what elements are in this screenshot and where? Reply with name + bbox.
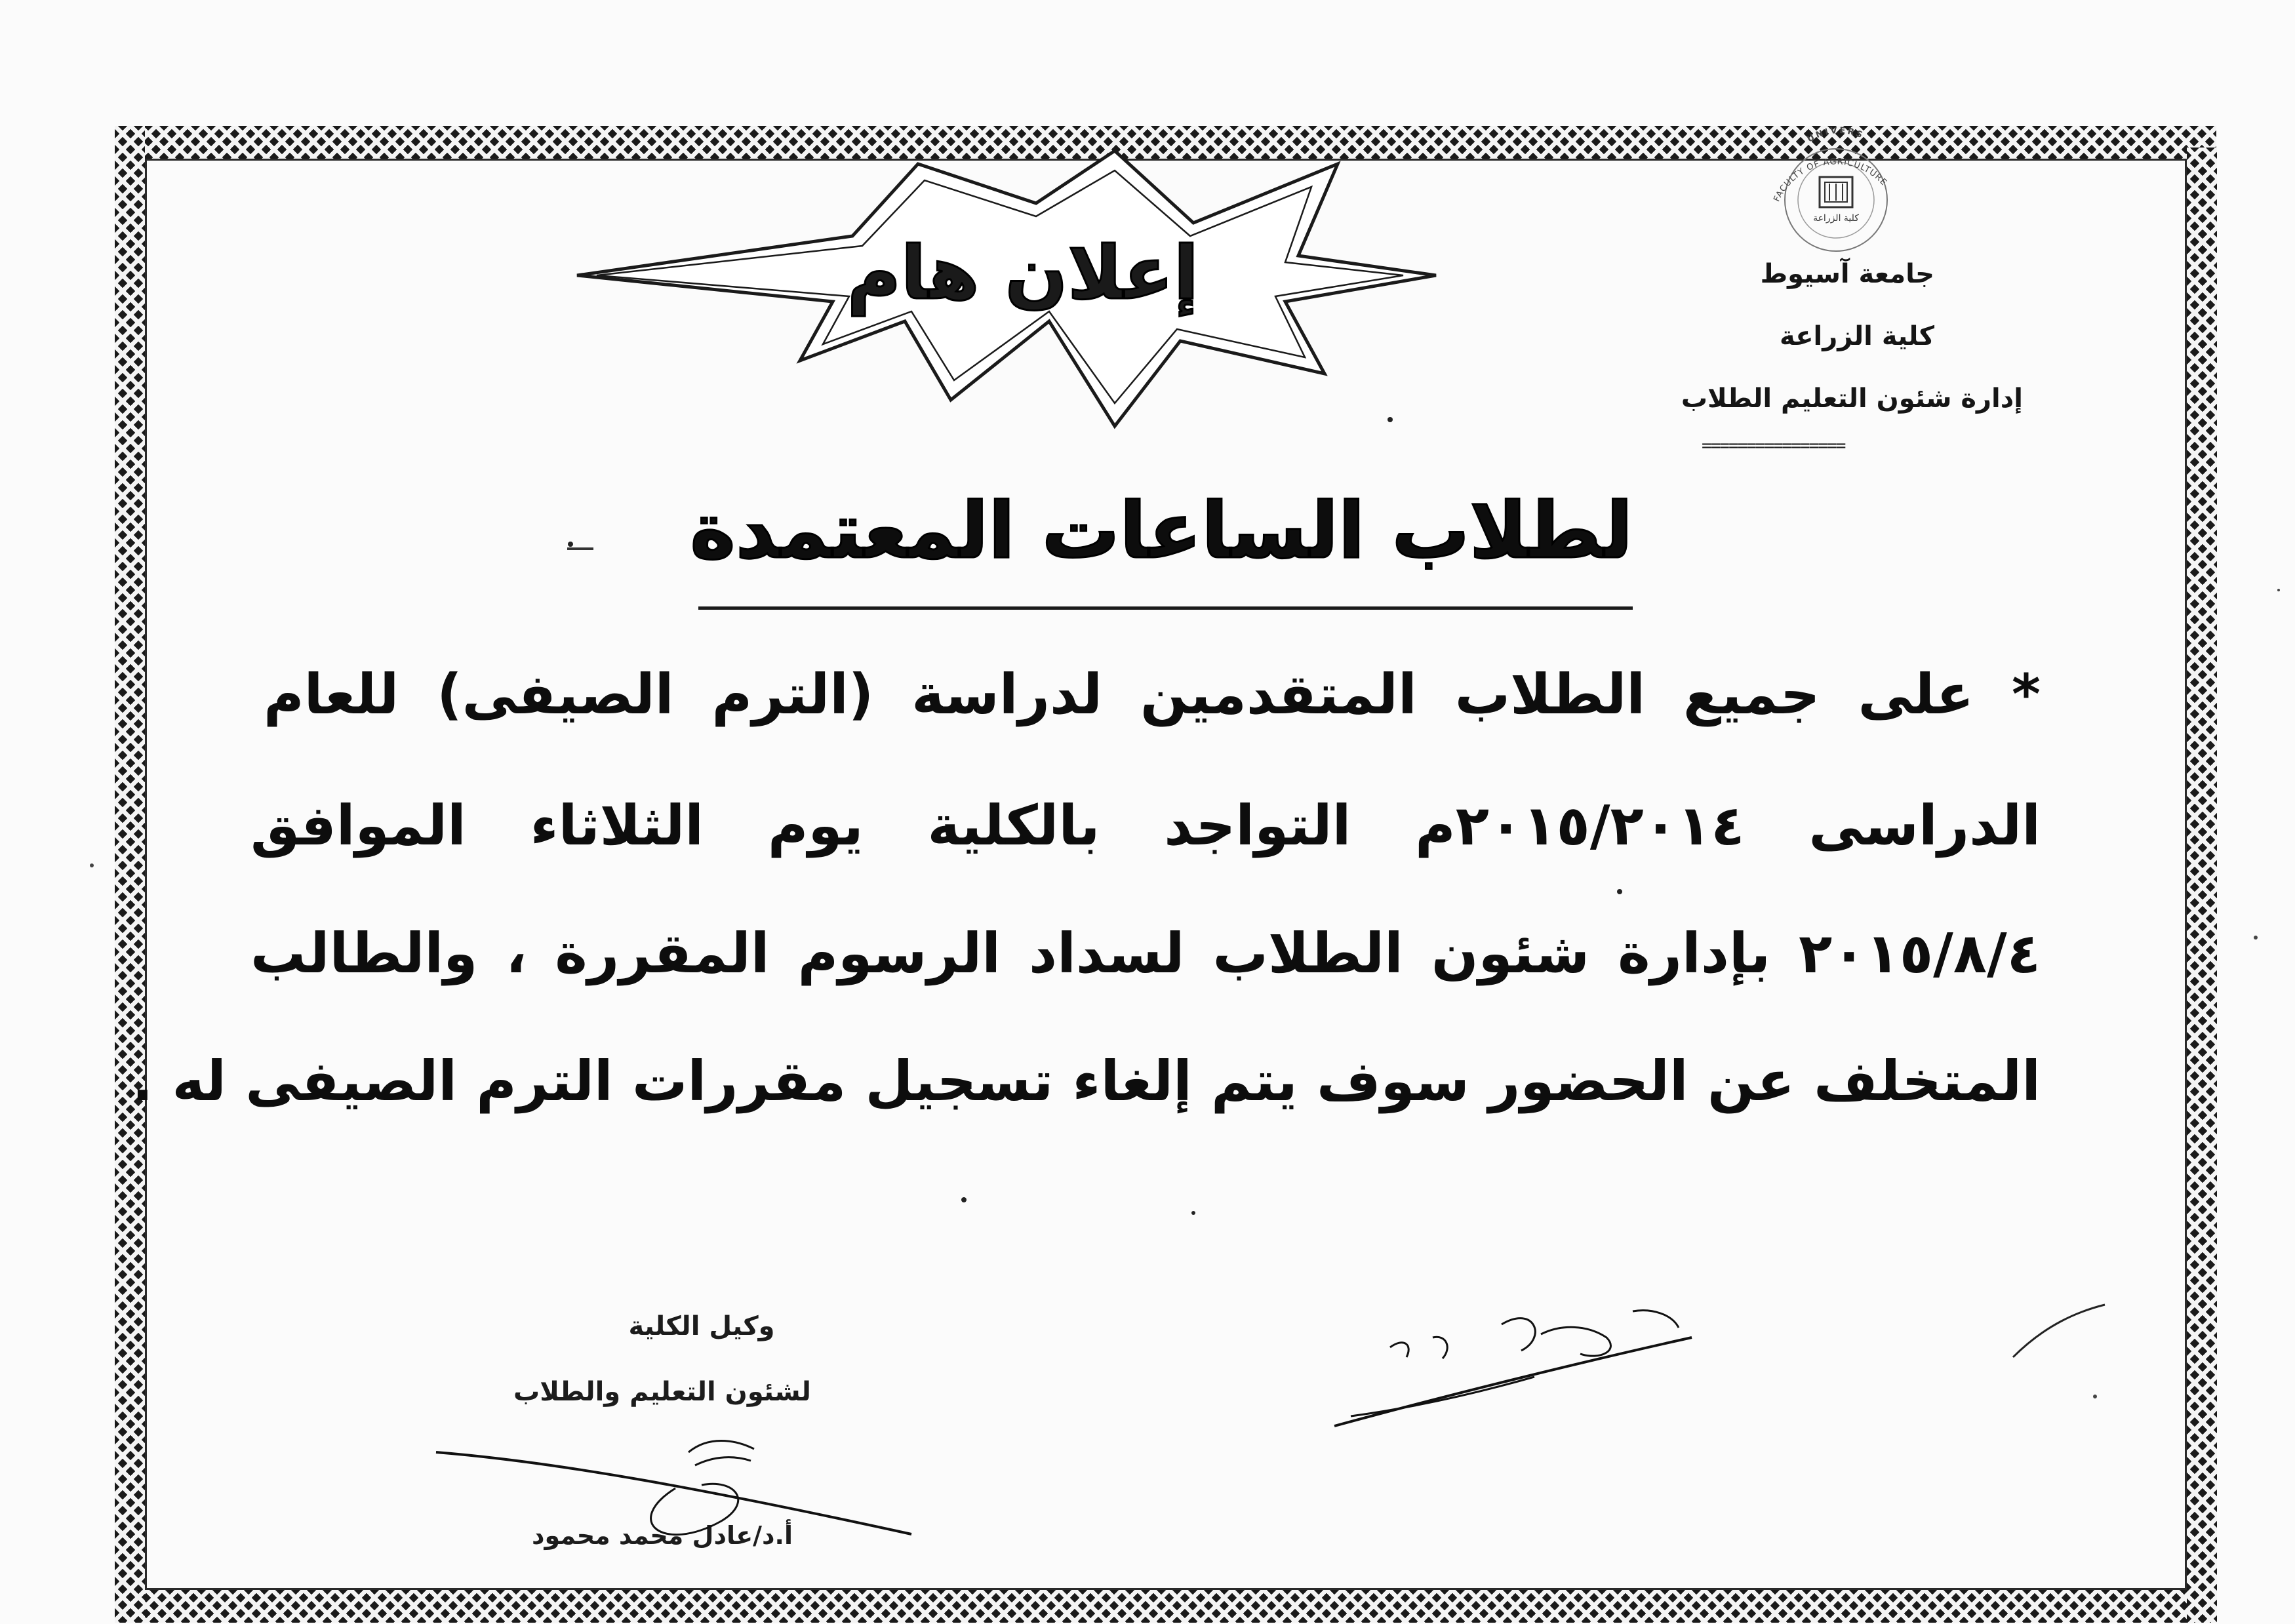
decorative-border-left xyxy=(115,126,145,1623)
header-divider: ================ xyxy=(1702,436,1845,456)
headline-underline xyxy=(698,606,1633,610)
body-line-2: الدراسى ٢٠١٥/٢٠١٤م التواجد بالكلية يوم الثلاثاء الموافق xyxy=(250,793,2041,858)
svg-text:UNIVERS: UNIVERS xyxy=(1805,125,1866,145)
university-name: جامعة آسيوط xyxy=(1760,259,1934,289)
banner-text: إعلان هام xyxy=(847,231,1199,316)
faculty-name: كلية الزراعة xyxy=(1779,321,1934,351)
signatory-title-line-1: وكيل الكلية xyxy=(628,1311,775,1341)
svg-text:FACULTY OF AGRICULTURE: FACULTY OF AGRICULTURE xyxy=(1772,157,1889,204)
body-line-1: * على جميع الطلاب المتقدمين لدراسة (الترم الصيفى) للعام xyxy=(264,662,2041,726)
signatory-name: أ.د/عادل محمد محمود xyxy=(531,1521,793,1550)
signatory-title-line-2: لشئون التعليم والطلاب xyxy=(513,1377,811,1407)
stray-pen-mark xyxy=(2006,1298,2111,1364)
decorative-border-right xyxy=(2187,148,2217,1623)
handwritten-signature-right xyxy=(1325,1298,1731,1442)
faculty-seal-logo xyxy=(1757,121,1915,252)
decorative-border-bottom xyxy=(115,1590,2213,1623)
handwritten-signature-left xyxy=(426,1416,951,1547)
announcement-starburst-banner xyxy=(525,125,1482,439)
department-name: إدارة شئون التعليم الطلاب xyxy=(1681,384,2023,414)
body-line-4: المتخلف عن الحضور سوف يتم إلغاء تسجيل مقررات الترم الصيفى له . xyxy=(132,1049,2041,1113)
headline-title: لطلاب الساعات المعتمدة xyxy=(690,485,1633,576)
svg-text:كلية الزراعة: كلية الزراعة xyxy=(1813,213,1859,224)
body-line-3: ٢٠١٥/٨/٤ بإدارة شئون الطلاب لسداد الرسوم المقررة ، والطالب xyxy=(250,921,2041,985)
